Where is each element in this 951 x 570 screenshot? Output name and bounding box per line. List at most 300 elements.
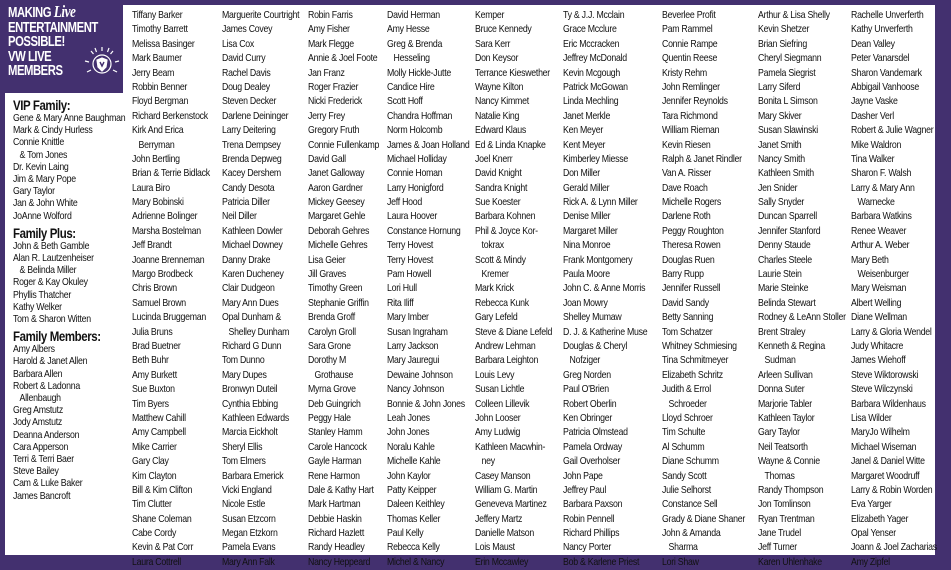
member-name: Phyllis Thatcher xyxy=(13,289,72,301)
member-name: Paula Moore xyxy=(563,269,610,281)
member-name: Barbara Wildenhaus xyxy=(851,398,926,410)
member-name: Margaret Miller xyxy=(563,225,618,237)
member-name: John C. & Anne Morris xyxy=(563,283,646,295)
member-name: Janet Smith xyxy=(758,139,802,151)
member-name: Kim Clayton xyxy=(132,470,177,482)
member-name: Margaret Woodruff xyxy=(851,470,920,482)
member-name: Michelle Gehres xyxy=(308,240,368,252)
member-name: Nancy Heppeard xyxy=(308,556,371,568)
member-name: Kathleen Smith xyxy=(758,168,814,180)
section-title: Family Members: xyxy=(13,328,101,345)
member-name: Amy Campbell xyxy=(132,427,186,439)
member-name: Gayle Harman xyxy=(308,456,362,468)
member-name: Brenda Depweg xyxy=(222,153,282,165)
member-name: Weisenburger xyxy=(851,269,909,281)
member-name: David Sandy xyxy=(662,297,709,309)
member-name: Barbara Kohnen xyxy=(475,211,536,223)
member-name: Grace Mcclure xyxy=(563,24,617,36)
member-name: Eric Mccracken xyxy=(563,38,620,50)
member-name: Marcia Eickholt xyxy=(222,427,278,439)
member-name: Barbara Emerick xyxy=(222,470,284,482)
member-name: Sara Grone xyxy=(308,340,351,352)
member-name: Michel & Nancy xyxy=(387,556,445,568)
member-name: Sharon Vandemark xyxy=(851,67,922,79)
member-name: Larry & Gloria Wendel xyxy=(851,326,932,338)
member-name: Marie Steinke xyxy=(758,283,809,295)
member-name: Nancy Smith xyxy=(758,153,805,165)
member-name: Sheryl Ellis xyxy=(222,441,263,453)
member-name: Shelley Dunham xyxy=(222,326,290,338)
name-column xyxy=(563,9,661,570)
member-name: Ryan Trentman xyxy=(758,513,815,525)
member-name: Denise Miller xyxy=(563,211,611,223)
member-name: Mary Beth xyxy=(851,254,889,266)
member-name: Kemper xyxy=(475,10,505,21)
name-column xyxy=(308,9,391,570)
member-name: Jody Amstutz xyxy=(13,417,63,429)
member-name: Allenbaugh xyxy=(13,393,61,405)
member-name: Dave Roach xyxy=(662,182,708,194)
member-name: Molly Hickle-Jutte xyxy=(387,67,452,79)
member-name: Eva Yarger xyxy=(851,499,892,511)
member-name: Jim & Mary Pope xyxy=(13,174,76,186)
member-name: Belinda Stewart xyxy=(758,297,816,309)
member-name: Cheryl Siegmann xyxy=(758,53,822,65)
member-name: Tom Dunno xyxy=(222,355,265,367)
member-name: Julia Bruns xyxy=(132,326,173,338)
member-name: Kacey Dershem xyxy=(222,168,281,180)
member-name: Nancy Johnson xyxy=(387,384,445,396)
member-name: Andrew Lehman xyxy=(475,340,536,352)
member-name: Steven Decker xyxy=(222,96,277,108)
member-name: Bob & Karlene Priest xyxy=(563,556,640,568)
member-name: Barbara Watkins xyxy=(851,211,912,223)
member-name: Alan R. Lautzenheiser xyxy=(13,253,94,265)
member-name: Mary Ann Dues xyxy=(222,297,279,309)
member-name: Jen Snider xyxy=(758,182,798,194)
member-name: Shelley Mumaw xyxy=(563,312,622,324)
member-name: Jennifer Russell xyxy=(662,283,721,295)
member-name: Pamela Siegrist xyxy=(758,67,816,79)
member-name: Larry Honigford xyxy=(387,182,444,194)
member-name: Natalie King xyxy=(475,110,520,122)
member-name: Lisa Cox xyxy=(222,38,255,50)
member-name: David Herman xyxy=(387,10,440,21)
member-name: Shane Coleman xyxy=(132,513,192,525)
member-name: Amy Ludwig xyxy=(475,427,521,439)
member-name: Kirk And Erica xyxy=(132,125,184,137)
member-name: Dr. Kevin Laing xyxy=(13,161,69,173)
member-name: MaryJo Wilhelm xyxy=(851,427,910,439)
member-name: Beth Buhr xyxy=(132,355,169,367)
member-name: Dasher Verl xyxy=(851,110,894,122)
member-name: Tim Schulte xyxy=(662,427,706,439)
member-name: Kathleen Taylor xyxy=(758,412,815,424)
member-name: Robin Farris xyxy=(308,10,353,21)
name-column xyxy=(758,9,860,570)
member-name: Brenda Groff xyxy=(308,312,355,324)
member-name: Rene Harmon xyxy=(308,470,360,482)
member-name: Marguerite Courtright xyxy=(222,10,300,21)
member-name: Pam Rammel xyxy=(662,24,713,36)
member-name: D. J. & Katherine Muse xyxy=(563,326,648,338)
member-name: Jeff Turner xyxy=(758,542,797,554)
member-name: Susan Slawinski xyxy=(758,125,818,137)
name-column xyxy=(475,9,565,570)
member-name: Gerald Miller xyxy=(563,182,610,194)
member-name: James Covey xyxy=(222,24,273,36)
member-name: Chris Brown xyxy=(132,283,177,295)
member-name: Jon Tomlinson xyxy=(758,499,811,511)
member-name: Denny Staude xyxy=(758,240,811,252)
member-name: Darlene Deininger xyxy=(222,110,289,122)
member-name: Thomas Keller xyxy=(387,513,441,525)
member-name: Mary Dupes xyxy=(222,369,267,381)
name-column xyxy=(662,9,759,570)
member-name: Frank Montgomery xyxy=(563,254,633,266)
member-name: Stephanie Griffin xyxy=(308,297,369,309)
member-name: Marjorie Tabler xyxy=(758,398,812,410)
member-name: Gene & Mary Anne Baughman xyxy=(13,113,126,124)
member-name: Pamela Evans xyxy=(222,542,276,554)
member-name: Mark Baumer xyxy=(132,53,182,65)
member-name: Grothause xyxy=(308,369,354,381)
member-name: William G. Martin xyxy=(475,484,538,496)
member-name: Susan Etzcorn xyxy=(222,513,276,525)
member-name: Rebecca Kunk xyxy=(475,297,529,309)
member-name: Arthur & Lisa Shelly xyxy=(758,10,830,21)
member-name: Robin Pennell xyxy=(563,513,615,525)
member-name: Bonita L Simson xyxy=(758,96,818,108)
member-name: Kevin Mcgough xyxy=(563,67,621,79)
member-name: Hesseling xyxy=(387,53,430,65)
member-name: Patty Keipper xyxy=(387,484,437,496)
member-name: Steve Wiktorowski xyxy=(851,369,919,381)
member-name: Amy Zipfel xyxy=(851,556,890,568)
member-name: Edward Klaus xyxy=(475,125,526,137)
members-panel xyxy=(5,2,937,568)
member-name: Constance Sell xyxy=(662,499,718,511)
member-name: Phil & Joyce Kor- xyxy=(475,225,538,237)
member-name: Whitney Schmiesing xyxy=(662,340,737,352)
member-name: Greg & Brenda xyxy=(387,38,443,50)
member-name: Clair Dudgeon xyxy=(222,283,275,295)
member-name: Linda Mechling xyxy=(563,96,619,108)
member-name: Connie Knittle xyxy=(13,137,64,149)
member-name: Laurie Stein xyxy=(758,269,802,281)
member-name: Carolyn Groll xyxy=(308,326,356,338)
member-name: Joan Mowry xyxy=(563,297,608,309)
member-name: Richard G Dunn xyxy=(222,340,282,352)
member-name: Jan Franz xyxy=(308,67,345,79)
member-name: Richard Phillips xyxy=(563,528,620,540)
member-name: Warnecke xyxy=(851,197,895,209)
member-name: Patricia Diller xyxy=(222,197,270,209)
member-name: JoAnne Wolford xyxy=(13,210,72,222)
member-name: Jeffrey Paul xyxy=(563,484,607,496)
member-name: Jennifer Stanford xyxy=(758,225,821,237)
member-name: Betty Sanning xyxy=(662,312,714,324)
member-name: Jeff Brandt xyxy=(132,240,172,252)
member-name: Noralu Kahle xyxy=(387,441,435,453)
member-name: Gary Taylor xyxy=(758,427,800,439)
member-name: Douglas & Cheryl xyxy=(563,340,628,352)
member-name: Jeffrey McDonald xyxy=(563,53,627,65)
member-name: Joanne Brenneman xyxy=(132,254,205,266)
member-name: Schroeder xyxy=(662,398,707,410)
member-name: Annie & Joel Foote xyxy=(308,53,378,65)
member-name: Rebecca Kelly xyxy=(387,542,440,554)
member-name: Matthew Cahill xyxy=(132,412,186,424)
member-name: Cara Apperson xyxy=(13,441,69,453)
member-name: James Bancroft xyxy=(13,490,71,502)
member-name: Louis Levy xyxy=(475,369,515,381)
member-name: Richard Berkenstock xyxy=(132,110,208,122)
member-name: Sandy Scott xyxy=(662,470,707,482)
member-name: Kathy Welker xyxy=(13,301,62,313)
member-name: Bronwyn Duteil xyxy=(222,384,278,396)
member-name: Barbara Allen xyxy=(13,368,63,380)
member-name: Steve Bailey xyxy=(13,466,59,478)
member-name: Deanna Anderson xyxy=(13,429,80,441)
member-name: Abbigail Vanhoose xyxy=(851,81,920,93)
member-name: Lisa Geier xyxy=(308,254,346,266)
member-name: Jayne Vaske xyxy=(851,96,898,108)
member-name: Duncan Sparrell xyxy=(758,211,817,223)
member-name: Laura Biro xyxy=(132,182,170,194)
member-name: Tom Elmers xyxy=(222,456,266,468)
member-name: Renee Weaver xyxy=(851,225,907,237)
member-name: William Rieman xyxy=(662,125,720,137)
member-name: Wayne & Connie xyxy=(758,456,820,468)
member-name: David Gall xyxy=(308,153,346,165)
member-name: Mary Ann Falk xyxy=(222,556,275,568)
member-name: Tim Byers xyxy=(132,398,169,410)
name-column xyxy=(222,9,312,570)
member-name: Carole Hancock xyxy=(308,441,367,453)
member-name: Larry & Mary Ann xyxy=(851,182,915,194)
member-name: Mike Carrier xyxy=(132,441,177,453)
member-name: Mark Hartman xyxy=(308,499,361,511)
member-name: Kevin & Pat Corr xyxy=(132,542,194,554)
member-name: Larry Deitering xyxy=(222,125,276,137)
member-name: Jan & John White xyxy=(13,198,78,210)
member-name: Randy Headley xyxy=(308,542,365,554)
member-name: Susan Ingraham xyxy=(387,326,448,338)
member-name: Cynthia Ebbing xyxy=(222,398,278,410)
member-name: Dorothy M xyxy=(308,355,347,367)
member-name: Connie Fullenkamp xyxy=(308,139,380,151)
member-name: Robbin Benner xyxy=(132,81,188,93)
member-name: Laura Hoover xyxy=(387,211,438,223)
member-name: Lisa Wilder xyxy=(851,412,892,424)
member-name: Quentin Reese xyxy=(662,53,718,65)
member-name: Brian & Terrie Bidlack xyxy=(132,168,210,180)
member-name: Norm Holcomb xyxy=(387,125,443,137)
member-name: John & Beth Gamble xyxy=(13,240,90,252)
header-line1a: MAKING xyxy=(8,5,52,21)
section-title: VIP Family: xyxy=(13,97,71,113)
member-name: Peggy Hale xyxy=(308,412,351,424)
member-name: Rachelle Unverferth xyxy=(851,10,924,21)
member-name: Trena Dempsey xyxy=(222,139,281,151)
member-name: Sudman xyxy=(758,355,796,367)
member-name: David Curry xyxy=(222,53,266,65)
member-name: Ed & Linda Knapke xyxy=(475,139,546,151)
member-name: Tom Schatzer xyxy=(662,326,713,338)
member-name: Chandra Hoffman xyxy=(387,110,453,122)
member-name: Jill Graves xyxy=(308,269,347,281)
member-name: Margo Brodbeck xyxy=(132,269,193,281)
member-name: Marsha Bostelman xyxy=(132,225,201,237)
member-name: Connie Homan xyxy=(387,168,443,180)
header-live-word: Live xyxy=(53,2,76,21)
member-name: Danielle Matson xyxy=(475,528,534,540)
member-name: Deb Guingrich xyxy=(308,398,361,410)
member-name: Mark Flegge xyxy=(308,38,354,50)
member-name: Amy Hesse xyxy=(387,24,430,36)
member-name: Mickey Geesey xyxy=(308,197,365,209)
member-name: Kenneth & Regina xyxy=(758,340,825,352)
member-name: Ken Obringer xyxy=(563,412,613,424)
member-name: Judith & Errol xyxy=(662,384,711,396)
member-name: Mike Waldron xyxy=(851,139,902,151)
member-name: Michael Wiseman xyxy=(851,441,917,453)
member-name: Gregory Fruth xyxy=(308,125,360,137)
member-name: Beverlee Profit xyxy=(662,10,716,21)
member-name: Bill & Kim Clifton xyxy=(132,484,193,496)
member-name: Brent Straley xyxy=(758,326,806,338)
member-name: Candice Hire xyxy=(387,81,435,93)
member-name: Kimberley Miesse xyxy=(563,153,629,165)
member-name: Robert Oberlin xyxy=(563,398,617,410)
member-name: Jennifer Reynolds xyxy=(662,96,728,108)
member-name: Larry Siferd xyxy=(758,81,801,93)
member-name: Tina Schmitmeyer xyxy=(662,355,729,367)
member-name: Larry & Robin Worden xyxy=(851,484,933,496)
member-name: Gail Overholser xyxy=(563,456,621,468)
member-name: Tara Richmond xyxy=(662,110,718,122)
member-name: John Kaylor xyxy=(387,470,431,482)
member-name: Nicki Frederick xyxy=(308,96,363,108)
member-name: Bruce Kennedy xyxy=(475,24,532,36)
member-name: Larry Jackson xyxy=(387,340,439,352)
member-name: Robert & Ladonna xyxy=(13,380,80,392)
member-name: Danny Drake xyxy=(222,254,271,266)
member-name: Ty & J.J. Mcclain xyxy=(563,10,625,21)
member-name: Lois Maust xyxy=(475,542,515,554)
header-line3: POSSIBLE! xyxy=(8,34,65,50)
member-name: Colleen Lillevik xyxy=(475,398,530,410)
member-name: Paul Kelly xyxy=(387,528,424,540)
member-name: Bonnie & John Jones xyxy=(387,398,465,410)
member-name: Myrna Grove xyxy=(308,384,356,396)
member-name: Arthur A. Weber xyxy=(851,240,910,252)
member-name: Lori Shaw xyxy=(662,556,699,568)
member-name: Lori Hull xyxy=(387,283,417,295)
member-name: Megan Etzkorn xyxy=(222,528,278,540)
member-name: Lucinda Bruggeman xyxy=(132,312,207,324)
member-name: Barbara Paxson xyxy=(563,499,623,511)
member-name: Sue Buxton xyxy=(132,384,175,396)
member-name: Elizabeth Schritz xyxy=(662,369,723,381)
member-name: Geneveva Martinez xyxy=(475,499,547,511)
member-name: Michael Holliday xyxy=(387,153,447,165)
member-name: Rick A. & Lynn Miller xyxy=(563,197,638,209)
member-name: tokrax xyxy=(475,240,504,252)
member-name: Dean Valley xyxy=(851,38,895,50)
member-name: Jane Trudel xyxy=(758,528,801,540)
member-name: Gary Clay xyxy=(132,456,169,468)
member-name: Sue Koester xyxy=(475,197,521,209)
member-name: John & Amanda xyxy=(662,528,721,540)
member-name: Dewaine Johnson xyxy=(387,369,453,381)
member-name: Leah Jones xyxy=(387,412,430,424)
member-name: James & Joan Holland xyxy=(387,139,470,151)
member-name: Tim Clutter xyxy=(132,499,172,511)
member-name: Van A. Risser xyxy=(662,168,712,180)
member-name: Tina Walker xyxy=(851,153,895,165)
member-name: Joann & Joel Zacharias xyxy=(851,542,937,554)
member-name: Lloyd Schroer xyxy=(662,412,713,424)
member-name: Timothy Green xyxy=(308,283,363,295)
member-name: Connie Rampe xyxy=(662,38,718,50)
member-name: Ralph & Janet Rindler xyxy=(662,153,742,165)
member-name: Melissa Basinger xyxy=(132,38,195,50)
member-name: Michelle Kahle xyxy=(387,456,441,468)
member-name: Karen Uhlenhake xyxy=(758,556,822,568)
member-name: Mark Krick xyxy=(475,283,514,295)
member-name: Susan Lichtle xyxy=(475,384,525,396)
member-name: Rita Iliff xyxy=(387,297,414,309)
member-name: Janet Merkle xyxy=(563,110,611,122)
member-name: Nicole Estle xyxy=(222,499,266,511)
member-name: Barbara Leighton xyxy=(475,355,539,367)
member-name: Greg Norden xyxy=(563,369,611,381)
member-name: Roger & Kay Okuley xyxy=(13,277,88,289)
member-name: Brian Siefring xyxy=(758,38,807,50)
member-name: Jerry Frey xyxy=(308,110,345,122)
member-name: Adrienne Bolinger xyxy=(132,211,198,223)
header-banner xyxy=(5,2,123,93)
member-name: Terry Hovest xyxy=(387,254,434,266)
member-name: Karen Ducheney xyxy=(222,269,284,281)
member-name: Nancy Porter xyxy=(563,542,612,554)
member-name: Jeffery Martz xyxy=(475,513,523,525)
member-name: Mary Imber xyxy=(387,312,429,324)
member-name: Thomas xyxy=(758,470,795,482)
sidebar-sections xyxy=(13,97,125,503)
member-name: Casey Manson xyxy=(475,470,531,482)
member-name: Kent Meyer xyxy=(563,139,606,151)
member-name: Scott Hoff xyxy=(387,96,423,108)
member-name: Judy Whitacre xyxy=(851,340,904,352)
member-name: Tom & Sharon Witten xyxy=(13,314,91,326)
member-name: Daleen Keithley xyxy=(387,499,445,511)
member-name: Steve Wilczynski xyxy=(851,384,913,396)
member-name: Neil Teatsorth xyxy=(758,441,808,453)
member-name: Peggy Roughton xyxy=(662,225,724,237)
member-name: Cabe Cordy xyxy=(132,528,177,540)
member-name: Terry Hovest xyxy=(387,240,434,252)
header-line2: ENTERTAINMENT xyxy=(8,19,98,36)
member-name: Michael Downey xyxy=(222,240,283,252)
member-name: Darlene Roth xyxy=(662,211,711,223)
member-name: Steve & Diane Lefeld xyxy=(475,326,553,338)
member-name: Erin Mccawley xyxy=(475,556,529,568)
member-name: Scott & Mindy xyxy=(475,254,526,266)
member-name: Wayne Kilton xyxy=(475,81,524,93)
